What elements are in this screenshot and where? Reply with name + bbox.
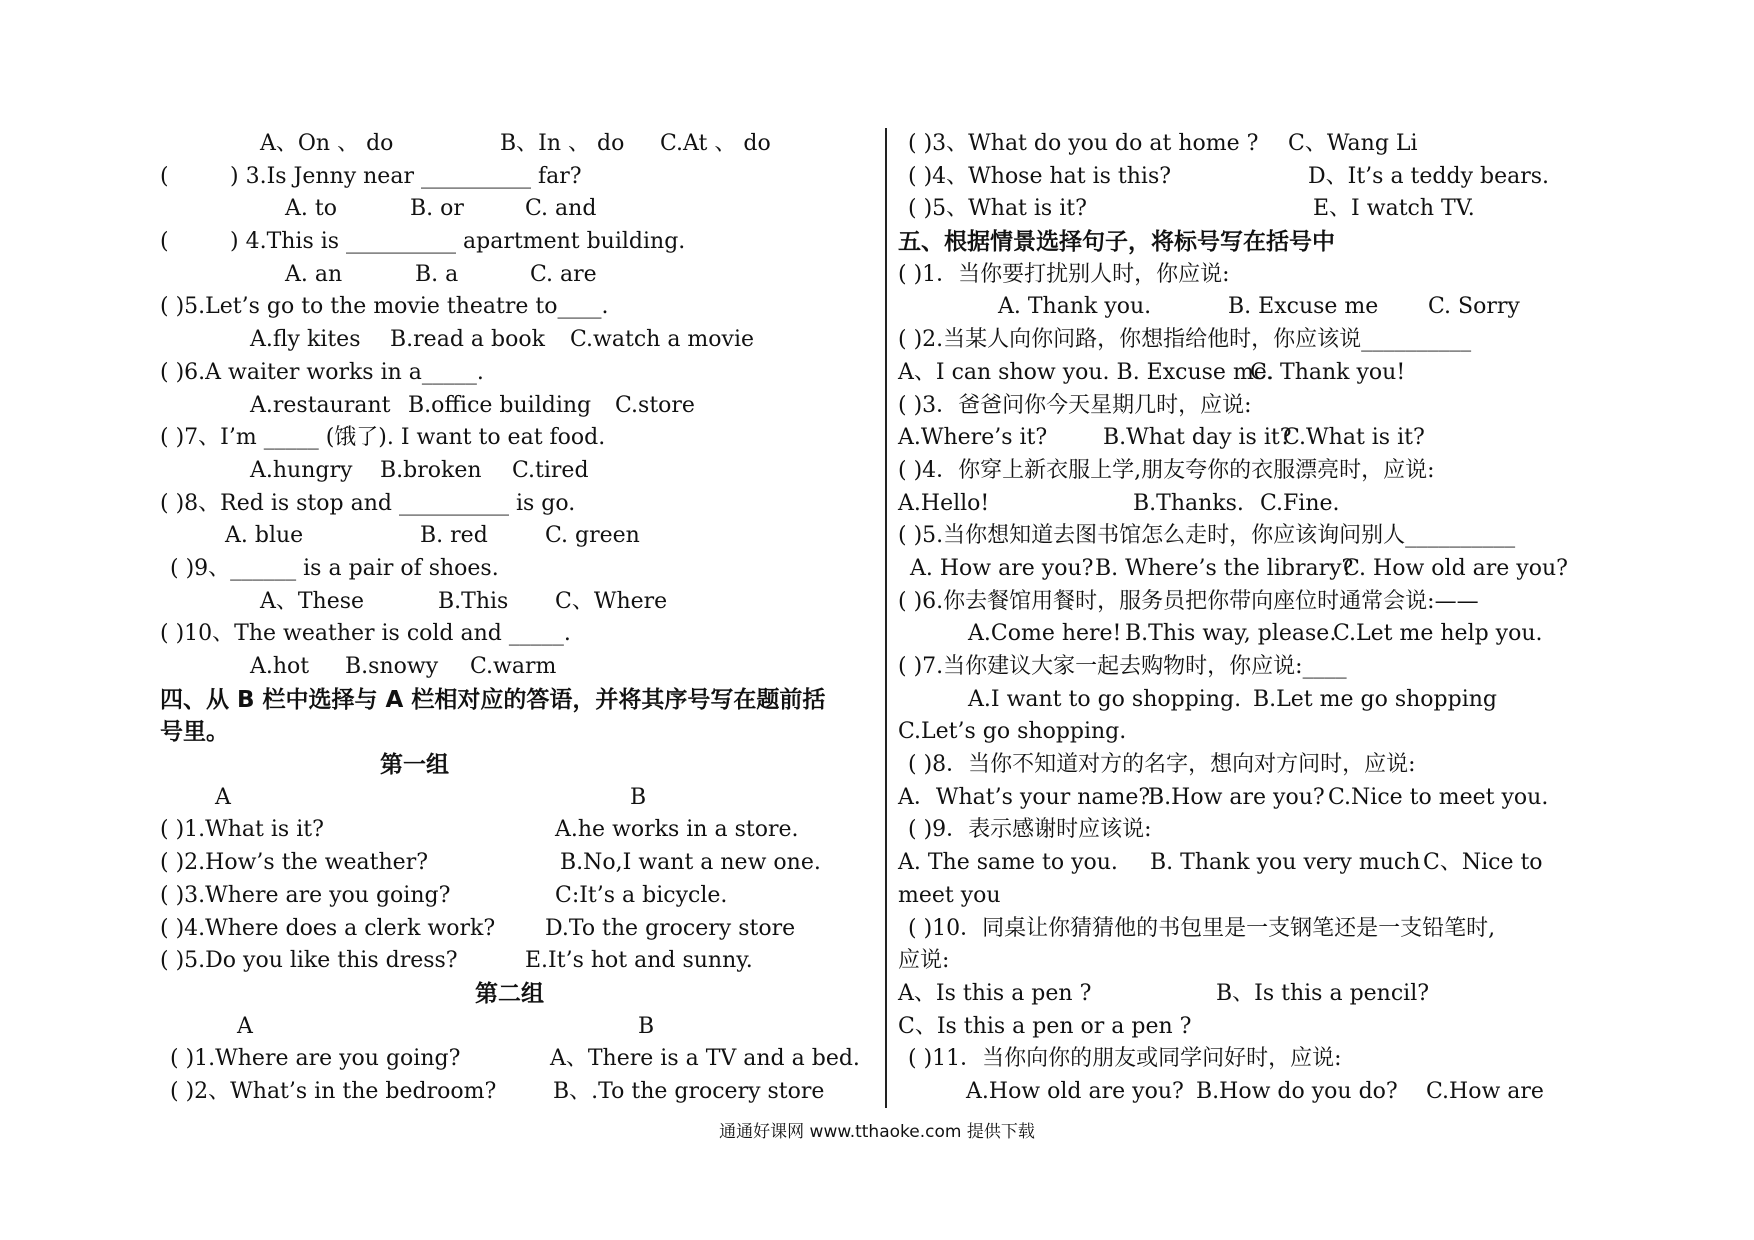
question-line [898, 193, 1610, 226]
question-line [898, 716, 1610, 749]
text-segment: C、Is this a pen or a pen ? [898, 1013, 1192, 1039]
text-segment: A、There is a TV and a bed. [550, 1046, 860, 1072]
question-line [898, 1076, 1610, 1109]
text-segment: B. red [420, 523, 488, 549]
text-segment: D、It’s a teddy bears. [1308, 163, 1550, 189]
text-segment: B.office building [408, 392, 592, 418]
question-line [898, 651, 1610, 684]
question-line [898, 455, 1610, 488]
text-segment: ( )7、I’m _____ (饿了). I want to eat food. [160, 425, 606, 451]
text-segment: C.At 、 do [660, 131, 771, 156]
text-segment: A. Thank you. [998, 294, 1152, 320]
question-line [160, 1043, 876, 1076]
text-segment: ( )8．当你不知道对方的名字，想向对方问时，应说: [908, 752, 1416, 778]
question-line [898, 847, 1610, 880]
question-line [898, 422, 1610, 455]
question-line [160, 357, 876, 390]
text-segment: B.How are you? [1148, 784, 1325, 810]
text-segment: A [237, 1013, 253, 1039]
text-segment: A.hot [250, 654, 310, 679]
text-segment: ( )5.当你想知道去图书馆怎么走时，你应该询问别人__________ [898, 523, 1516, 549]
text-segment: A.How old are you? [966, 1078, 1184, 1104]
text-segment: B、Is this a pencil? [1216, 980, 1430, 1006]
text-segment: C、Where [555, 588, 668, 614]
text-segment: E、I watch TV. [1313, 196, 1475, 222]
question-line [160, 814, 876, 847]
text-segment: C、Wang Li [1288, 131, 1418, 156]
text-segment: ) 3.Is Jenny near __________ far? [230, 163, 582, 189]
text-segment: A. an [285, 261, 343, 287]
question-line [898, 1011, 1610, 1044]
question-line [160, 390, 876, 423]
text-segment: B.Thanks. [1133, 490, 1244, 516]
question-line [160, 1076, 876, 1109]
text-segment: ( )10．同桌让你猜猜他的书包里是一支钢笔还是一支铅笔时, [908, 915, 1496, 941]
text-segment: B.Let me go shopping [1253, 686, 1497, 712]
question-line [160, 455, 876, 488]
text-segment: ( )1.Where are you going? [170, 1046, 461, 1072]
section-heading-line [160, 749, 876, 782]
text-segment: C.warm [470, 654, 557, 679]
text-segment: ( )5、What is it? [908, 196, 1087, 222]
text-segment: ( )3.Where are you going? [160, 882, 451, 908]
text-segment: 四、从 B 栏中选择与 A 栏相对应的答语，并将其序号写在题前括 [160, 686, 826, 713]
text-segment: ( )11．当你向你的朋友或同学问好时，应说: [908, 1046, 1342, 1072]
question-line [898, 913, 1610, 946]
text-segment: A、Is this a pen ? [898, 980, 1092, 1006]
question-line [160, 553, 876, 586]
question-line [160, 1011, 876, 1044]
question-line [160, 651, 876, 684]
question-line [898, 814, 1610, 847]
question-line [160, 161, 876, 194]
text-segment: meet you [898, 882, 1001, 908]
text-segment: B [630, 784, 647, 810]
text-segment: C.store [615, 392, 695, 418]
text-segment: ( [160, 163, 169, 189]
question-line [160, 226, 876, 259]
text-segment: 号里。 [160, 719, 229, 746]
section-heading-line [160, 978, 876, 1011]
text-segment: C.How are [1426, 1078, 1544, 1104]
question-line [160, 847, 876, 880]
text-segment: ( )2、What’s in the bedroom? [170, 1078, 497, 1104]
text-segment: 应说: [898, 948, 950, 974]
section-heading-line [160, 716, 876, 749]
text-segment: B. Excuse me [1228, 294, 1379, 320]
text-segment: C. Thank you! [1250, 359, 1406, 385]
text-segment: ( )4.Where does a clerk work? [160, 915, 496, 941]
text-segment: A.he works in a store. [555, 817, 799, 843]
text-segment: C. How old are you? [1343, 555, 1568, 581]
question-line [898, 618, 1610, 651]
text-segment: A. blue [225, 523, 304, 549]
text-segment: ( )5.Do you like this dress? [160, 948, 458, 974]
question-line [898, 357, 1610, 390]
question-line [160, 618, 876, 651]
text-segment: A、I can show you. B. Excuse me. [898, 359, 1274, 385]
text-segment: A.I want to go shopping. [968, 686, 1242, 712]
question-line [160, 913, 876, 946]
text-segment: ( )9．表示感谢时应该说: [908, 817, 1152, 843]
text-segment: E.It’s hot and sunny. [525, 948, 753, 974]
question-line [898, 259, 1610, 292]
question-line [160, 193, 876, 226]
text-segment: C. are [530, 261, 597, 287]
text-segment: B.This way, please. [1125, 621, 1337, 647]
question-line [160, 488, 876, 521]
question-line [898, 749, 1610, 782]
text-segment: B.read a book [390, 327, 545, 353]
text-segment: ( )10、The weather is cold and _____. [160, 621, 571, 647]
text-segment: A、On 、 do [260, 131, 394, 156]
question-line [898, 586, 1610, 619]
text-segment: A [215, 784, 231, 810]
question-line [160, 324, 876, 357]
text-segment: B.This [438, 588, 509, 614]
text-segment: A. to [285, 196, 337, 222]
text-segment: D.To the grocery store [545, 915, 796, 941]
question-line [160, 945, 876, 978]
text-segment: B.broken [380, 457, 482, 483]
text-segment: A．What’s your name? [898, 784, 1151, 810]
text-segment: ( )4、Whose hat is this? [908, 163, 1172, 189]
text-segment: C. and [525, 196, 597, 222]
text-segment: 第一组 [380, 752, 449, 779]
left-column [160, 128, 876, 1109]
question-line [160, 520, 876, 553]
text-segment: A. How are you? [910, 555, 1094, 581]
question-line [898, 520, 1610, 553]
question-line [160, 291, 876, 324]
text-segment: ( )8、Red is stop and __________ is go. [160, 490, 576, 516]
footer-text: 通通好课网 www.tthaoke.com 提供下载 [719, 1122, 1035, 1142]
text-segment: ( [160, 229, 169, 255]
text-segment: A.Come here! [968, 621, 1122, 647]
text-segment: ) 4.This is __________ apartment building. [230, 229, 686, 255]
text-segment: C.What is it? [1283, 425, 1425, 451]
text-segment: B. a [415, 261, 459, 287]
question-line [160, 586, 876, 619]
text-segment: A.restaurant [250, 392, 391, 418]
question-line [898, 553, 1610, 586]
question-line [898, 978, 1610, 1011]
text-segment: ( )1．当你要打扰别人时，你应说: [898, 261, 1230, 287]
text-segment: B. Thank you very much [1150, 850, 1421, 876]
text-segment: C.Let’s go shopping. [898, 719, 1127, 745]
text-segment: ( )3．爸爸问你今天星期几时，应说: [898, 392, 1252, 418]
question-line [160, 422, 876, 455]
question-line [898, 128, 1610, 161]
question-line [160, 880, 876, 913]
text-segment: B [638, 1013, 655, 1039]
text-segment: C. Sorry [1428, 294, 1520, 320]
question-line [898, 488, 1610, 521]
text-segment: 第二组 [475, 980, 544, 1007]
text-segment: C、Nice to [1423, 850, 1543, 876]
text-segment: C.Fine. [1260, 490, 1340, 516]
question-line [898, 324, 1610, 357]
text-segment: ( )9、______ is a pair of shoes. [170, 555, 499, 581]
text-segment: ( )1.What is it? [160, 817, 324, 843]
text-segment: A. The same to you. [898, 850, 1118, 876]
text-segment: B、.To the grocery store [553, 1078, 825, 1104]
text-segment: C. green [545, 523, 640, 549]
question-line [898, 291, 1610, 324]
text-segment: A.fly kites [250, 327, 361, 353]
text-segment: C.Nice to meet you. [1328, 784, 1549, 810]
text-segment: ( )5.Let’s go to the movie theatre to____. [160, 294, 609, 320]
section-heading-line [898, 226, 1610, 259]
text-segment: B、In 、 do [500, 131, 625, 156]
text-segment: ( )2.How’s the weather? [160, 850, 429, 876]
text-segment: ( )3、What do you do at home ? [908, 131, 1259, 156]
text-segment: 五、根据情景选择句子，将标号写在括号中 [898, 229, 1335, 256]
text-segment: B.What day is it? [1103, 425, 1292, 451]
text-segment: C:It’s a bicycle. [555, 882, 728, 908]
text-segment: B.snowy [345, 654, 439, 679]
text-segment: A.Hello! [898, 490, 990, 516]
question-line [160, 782, 876, 815]
question-line [898, 390, 1610, 423]
column-divider [885, 128, 887, 1108]
text-segment: ( )2.当某人向你问路，你想指给他时，你应该说__________ [898, 327, 1472, 353]
text-segment: ( )4．你穿上新衣服上学,朋友夸你的衣服漂亮时，应说: [898, 457, 1435, 483]
text-segment: A.hungry [250, 457, 353, 483]
question-line [898, 684, 1610, 717]
text-segment: A.Where’s it? [898, 425, 1048, 451]
text-segment: ( )6.你去餐馆用餐时，服务员把你带向座位时通常会说:—— [898, 588, 1479, 614]
section-heading-line [160, 684, 876, 717]
question-line [898, 880, 1610, 913]
text-segment: B. Where’s the library? [1095, 555, 1354, 581]
text-segment: B.How do you do? [1196, 1078, 1398, 1104]
question-line [898, 161, 1610, 194]
text-segment: B. or [410, 196, 464, 222]
question-line [898, 1043, 1610, 1076]
text-segment: B.No,I want a new one. [560, 850, 821, 876]
question-line [898, 945, 1610, 978]
text-segment: ( )6.A waiter works in a_____. [160, 359, 484, 385]
right-column [898, 128, 1610, 1109]
question-line [898, 782, 1610, 815]
text-segment: C.tired [512, 457, 589, 483]
text-segment: C.watch a movie [570, 327, 755, 353]
question-line [160, 128, 876, 161]
text-segment: C.Let me help you. [1333, 621, 1543, 647]
text-segment: A、These [260, 588, 365, 614]
question-line [160, 259, 876, 292]
text-segment: ( )7.当你建议大家一起去购物时，你应说:____ [898, 654, 1347, 679]
